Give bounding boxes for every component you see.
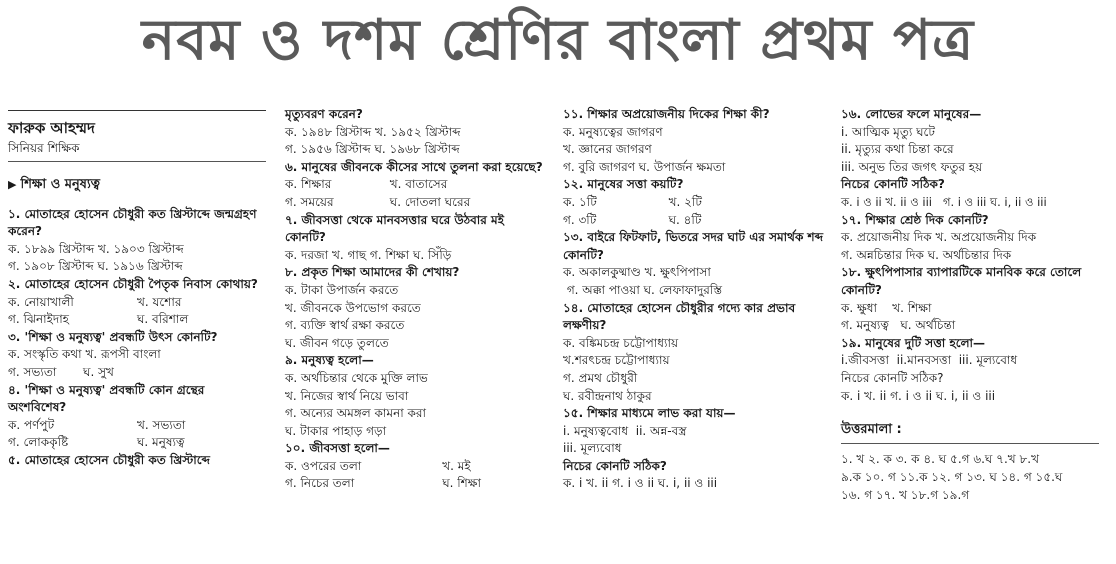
question: ১৯. মানুষের দুটি সত্তা হলো— — [841, 335, 986, 350]
option: খ. সভ্যতা — [137, 417, 186, 432]
question: নিচের কোনটি সঠিক? — [841, 370, 944, 385]
answer-key-heading: উত্তরমালা : — [841, 422, 902, 438]
author-name: ফারুক আহম্মদ — [8, 119, 95, 137]
option: ক. শিক্ষার — [285, 177, 332, 192]
question: ৭. জীবসত্তা থেকে মানবসত্তার ঘরে উঠবার মই কোনটি? — [285, 212, 504, 245]
question: ৪. 'শিক্ষা ও মনুষ্যত্ব' প্রবন্ধটি কোন গ্রন্থের অংশবিশেষ? — [8, 382, 205, 415]
option: ক. অর্থচিন্তার থেকে মুক্তি লাভ — [285, 370, 428, 385]
question: ৯. মনুষ্যত্ব হলো— — [285, 353, 374, 368]
option: ঘ. টাকার পাহাড় গড়া — [285, 423, 387, 438]
question: ১৩. বাইরে ফিটফাট, ভিতরে সদর ঘাট এর সমার্থক শব্দ কোনটি? — [563, 230, 824, 262]
divider — [8, 110, 266, 111]
option: খ. জ্ঞানের জাগরণ — [563, 142, 652, 157]
question: নিচের কোনটি সঠিক? — [563, 458, 667, 473]
question: ১৫. শিক্ষার মাধ্যমে লাভ করা যায়— — [563, 406, 736, 421]
option: ক. প্রয়োজনীয় দিক খ. অপ্রয়োজনীয় দিক — [841, 230, 1037, 245]
question: ১২. মানুষের সত্তা কয়টি? — [563, 177, 684, 192]
option: গ. ব্যক্তি স্বার্থ রক্ষা করতে — [285, 318, 405, 333]
option: গ. মনুষ্যত্ব ঘ. অর্থচিন্তা — [841, 318, 956, 333]
option: ঘ. জীবন গড়ে তুলতে — [285, 335, 389, 350]
answer-key-line: ৯.ক ১০. গ ১১.ক ১২. গ ১৩. ঘ ১৪. গ ১৫.ঘ — [841, 469, 1063, 484]
option: গ. প্রমথ চৌধুরী — [563, 370, 638, 385]
section-title: শিক্ষা ও মনুষ্যত্ব — [20, 177, 100, 192]
divider — [841, 443, 1099, 444]
option: খ. ২টি — [668, 194, 702, 209]
column-3 — [563, 106, 827, 493]
option: ঘ. শিক্ষা — [442, 476, 481, 491]
option: গ. অন্যের অমঙ্গল কামনা করা — [285, 406, 427, 421]
answer-key-line: ১. খ ২. ক ৩. ক ৪. ঘ ৫.গ ৬.ঘ ৭.খ ৮.খ — [841, 451, 1039, 466]
option: খ. জীবনকে উপভোগ করতে — [285, 300, 421, 315]
option: ক. ১টি — [563, 194, 597, 209]
option: ক. i খ. ii গ. i ও ii ঘ. i, ii ও iii — [563, 476, 718, 491]
page-title: নবম ও দশম শ্রেণির বাংলা প্রথম পত্র — [141, 8, 975, 73]
question: ১৮. ক্ষুৎপিপাসার ব্যাপারটিকে মানবিক করে তোলে কোনটি? — [841, 265, 1082, 297]
question: ১০. জীবসত্তা হলো— — [285, 441, 390, 456]
option: ঘ. রবীন্দ্রনাথ ঠাকুর — [563, 388, 652, 403]
column-1 — [8, 104, 266, 470]
option: ঘ. দোতলা ঘরের — [389, 194, 471, 209]
statement: iii. মূল্যবোধ — [563, 441, 622, 456]
question: ১৬. লোভের ফলে মানুষের— — [841, 107, 982, 121]
column-4 — [841, 106, 1099, 504]
question: ১৪. মোতাহের হোসেন চৌধুরীর গদ্যে কার প্রভাব লক্ষণীয়? — [563, 300, 796, 333]
column-2 — [285, 106, 547, 493]
option: গ. সভ্যতা ঘ. সুখ — [8, 364, 114, 379]
option: গ. সময়ের — [285, 194, 334, 209]
option: ক. দরজা খ. গাছ গ. শিক্ষা ঘ. সিঁড়ি — [285, 247, 452, 262]
divider — [8, 161, 266, 162]
option: ঘ. বরিশাল — [137, 312, 189, 327]
option: ক. পর্ণপুট — [8, 417, 55, 432]
option: ঘ. ৪টি — [668, 212, 702, 227]
option: ক. i ও ii খ. ii ও iii গ. i ও iii ঘ. i, ii ও iii — [841, 194, 1047, 209]
question: ৫. মোতাহের হোসেন চৌধুরী কত খ্রিস্টাব্দে — [8, 452, 210, 467]
question: ১. মোতাহের হোসেন চৌধুরী কত খ্রিস্টাব্দে জন্মগ্রহণ করেন? — [8, 206, 257, 239]
question: ২. মোতাহের হোসেন চৌধুরী পৈতৃক নিবাস কোথায়? — [8, 276, 258, 291]
option: গ. অন্নচিন্তার দিক ঘ. অর্থচিন্তার দিক — [841, 247, 1012, 262]
question: ৬. মানুষের জীবনকে কীসের সাথে তুলনা করা হয়েছে? — [285, 159, 543, 174]
question: ৩. 'শিক্ষা ও মনুষ্যত্ব' প্রবন্ধটি উৎস কোনটি? — [8, 329, 218, 344]
option: গ. লোককৃষ্টি — [8, 435, 69, 450]
option: ক. ক্ষুধা খ. শিক্ষা — [841, 300, 932, 315]
option: গ. বুরি জাগরণ ঘ. উপার্জন ক্ষমতা — [563, 159, 726, 174]
option: খ.শরৎচন্দ্র চট্টোপাধ্যায় — [563, 353, 670, 368]
option: খ. যশোর — [137, 294, 182, 309]
option: ক. মনুষ্যত্বের জাগরণ — [563, 124, 663, 139]
option: গ. ১৯৫৬ খ্রিস্টাব্দ ঘ. ১৯৬৮ খ্রিস্টাব্দ — [285, 142, 460, 157]
option: ক. ১৮৯৯ খ্রিস্টাব্দ খ. ১৯০৩ খ্রিস্টাব্দ — [8, 241, 184, 256]
question: ৮. প্রকৃত শিক্ষা আমাদের কী শেখায়? — [285, 265, 460, 280]
option: ক. ওপরের তলা — [285, 458, 362, 473]
option: ক. i খ. ii গ. i ও ii ঘ. i, ii ও iii — [841, 388, 996, 403]
option: ক. টাকা উপার্জন করতে — [285, 282, 399, 297]
option: ক. অকালকুষ্মাণ্ড খ. ক্ষুৎপিপাসা — [563, 265, 711, 280]
question: নিচের কোনটি সঠিক? — [841, 177, 945, 192]
statement: ii. মৃত্যুর কথা চিন্তা করে — [841, 142, 954, 157]
statement: i.জীবসত্তা ii.মানবসত্তা iii. মূল্যবোধ — [841, 353, 1018, 368]
statement: i. আত্মিক মৃত্যু ঘটে — [841, 124, 935, 139]
option: গ. ১৯০৮ খ্রিস্টাব্দ ঘ. ১৯১৬ খ্রিস্টাব্দ — [8, 259, 183, 274]
question: মৃত্যুবরণ করেন? — [285, 107, 363, 121]
option: গ. নিচের তলা — [285, 476, 355, 491]
option: গ. ঝিনাইদাহ — [8, 312, 69, 327]
option: ক. সংস্কৃতি কথা খ. রূপসী বাংলা — [8, 347, 161, 362]
option: খ. নিজের স্বার্থ নিয়ে ভাবা — [285, 388, 409, 403]
option: ক. বঙ্কিমচন্দ্র চট্টোপাধ্যায় — [563, 335, 679, 350]
option: খ. বাতাসের — [389, 177, 448, 192]
option: ক. ১৯৪৮ খ্রিস্টাব্দ খ. ১৯৫২ খ্রিস্টাব্দ — [285, 124, 461, 139]
section-heading — [8, 176, 266, 194]
statement: i. মনুষ্যত্ববোধ ii. অন্ন-বস্ত্র — [563, 423, 687, 438]
option: খ. মই — [442, 458, 471, 473]
option: ঘ. মনুষ্যত্ব — [137, 435, 185, 450]
answer-key-line: ১৬. গ ১৭. খ ১৮.গ ১৯.গ — [841, 487, 970, 502]
author-role: সিনিয়র শিক্ষিক — [8, 141, 80, 155]
triangle-right-icon: ▶ — [8, 178, 17, 191]
question: ১৭. শিক্ষার শ্রেষ্ঠ দিক কোনটি? — [841, 212, 989, 227]
option: ক. নোয়াখালী — [8, 294, 74, 309]
option: গ. অক্কা পাওয়া ঘ. লেফাফাদুরস্তি — [563, 282, 722, 297]
option: গ. ৩টি — [563, 212, 597, 227]
question: ১১. শিক্ষার অপ্রয়োজনীয় দিকের শিক্ষা কী? — [563, 107, 770, 121]
statement: iii. অনুভ তির জগৎ ফতুর হয় — [841, 159, 983, 174]
